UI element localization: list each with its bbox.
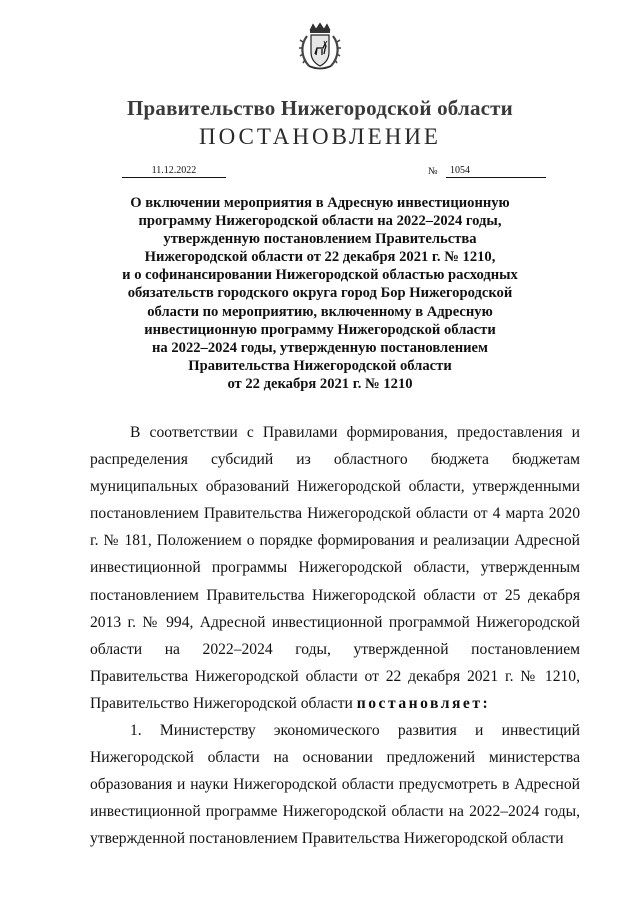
title-line: О включении мероприятия в Адресную инвестиционную [130,195,510,211]
item-1-paragraph: 1. Министерству экономического развития и инвестиций Нижегородской области на основании предложений министерства образования и науки Нижегородской области предусмотреть в Адресной инвестиционной программе Нижегородской области на 2022–2024 годы, утвержденной постановлением Правительства Нижегородской области [90,722,580,848]
title-line: инвестиционную программу Нижегородской области [144,321,496,338]
document-date: 11.12.2022 [122,165,226,178]
title-line: обязательств городского округа город Бор Нижегородской [127,285,513,302]
title-line: утвержденную постановлением Правительства [163,231,477,248]
organization-name: Правительство Нижегородской области [127,96,513,120]
document-body [90,419,580,853]
title-line: Нижегородской области от 22 декабря 2021 г. № 1210, [144,249,496,266]
document-number: 1054 [446,165,546,178]
title-line: программу Нижегородской области на 2022–2024 годы, [138,213,502,230]
document-number-label: № [428,166,438,177]
title-line: и о софинансировании Нижегородской областью расходных [122,267,518,284]
title-line: от 22 декабря 2021 г. № 1210 [227,375,413,392]
title-line: области по мероприятию, включенному в Адресную [147,303,493,320]
document-type: ПОСТАНОВЛЕНИЕ [199,124,441,149]
preamble-text: В соответствии с Правилами формирования, предоставления и распределения субсидий из областного бюджета бюджетам муниципальных образований Нижегородской области, утвержденными постановлением Правительства Нижегородской области от 4 марта 2020 г. № 181, Положением о порядке формирования и реализации Адресной инвестиционной программы Нижегородской области, утвержденным постановлением Правительства Нижегородской области от 25 декабря 2013 г. № 994, Адресной инвестиционной программой Нижегородской области на 2022–2024 годы, утвержденной постановлением Правительства Нижегородской области от 22 декабря 2021 г. № 1210, Правительство Нижегородской области [90,424,580,712]
resolves-keyword: постановляет: [356,694,491,712]
coat-of-arms-emblem [297,22,343,72]
title-line: Правительства Нижегородской области [188,357,452,374]
title-line: на 2022–2024 годы, утвержденную постановлением [152,339,488,356]
document-title [110,194,530,393]
preamble-paragraph [90,419,580,717]
